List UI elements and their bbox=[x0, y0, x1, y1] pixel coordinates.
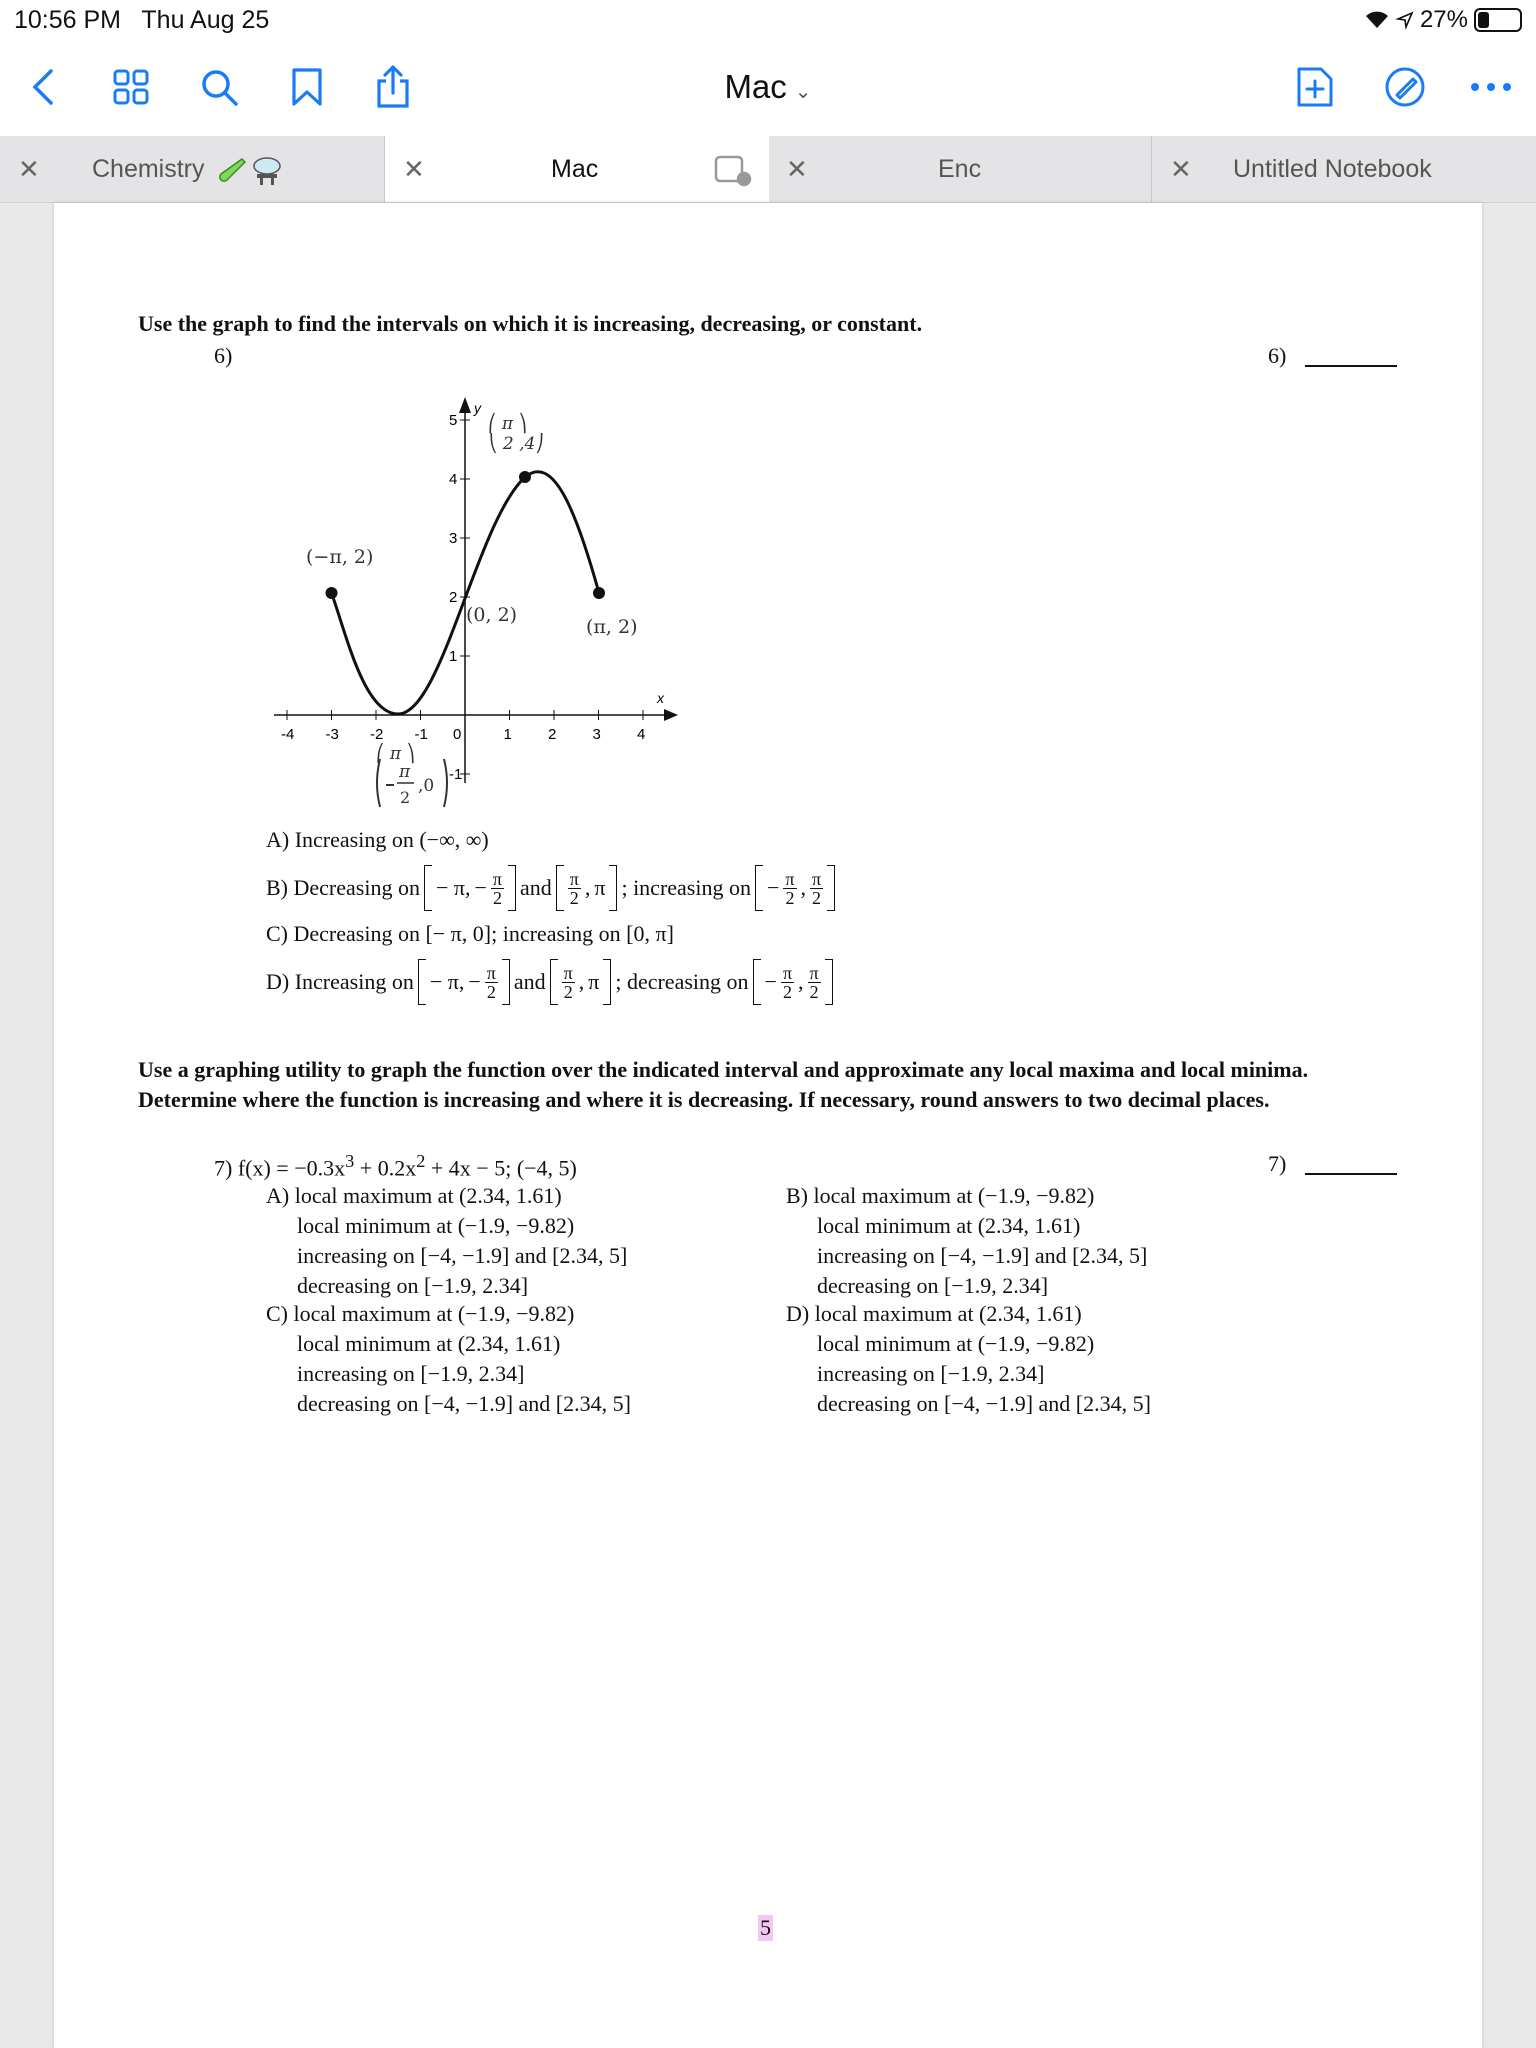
frac-num: π bbox=[812, 868, 822, 889]
page-number: 5 bbox=[760, 1915, 771, 1940]
neg-pi: − π, bbox=[435, 875, 471, 900]
q6-option-b[interactable] bbox=[266, 865, 835, 911]
q6-b-increasing: ; increasing on bbox=[621, 875, 751, 900]
q7-option-b[interactable] bbox=[786, 1181, 1147, 1301]
tab-label: Mac bbox=[551, 154, 599, 183]
bracket bbox=[755, 865, 763, 911]
x-tick-label: 3 bbox=[592, 726, 601, 743]
bracket bbox=[753, 959, 761, 1005]
x-tick-label: -1 bbox=[414, 726, 428, 743]
bracket bbox=[609, 865, 617, 911]
answer-line-6[interactable] bbox=[1305, 365, 1397, 367]
tab-untitled-notebook[interactable] bbox=[1152, 136, 1536, 202]
comma: , bbox=[798, 969, 804, 994]
q7-d-line: local minimum at (−1.9, −9.82) bbox=[817, 1331, 1095, 1356]
pen-circle-icon bbox=[1383, 65, 1427, 109]
split-view-icon[interactable] bbox=[713, 154, 753, 186]
q7-a-line: increasing on [−4, −1.9] and [2.34, 5] bbox=[297, 1243, 628, 1268]
label-min-point-lower bbox=[372, 755, 482, 811]
x-axis-arrow bbox=[664, 709, 678, 721]
frac-num: π bbox=[809, 962, 819, 983]
tab-label: Untitled Notebook bbox=[1233, 154, 1432, 183]
date-text: Thu Aug 25 bbox=[141, 6, 270, 34]
tab-bar bbox=[0, 136, 1536, 203]
instruction-2: Use a graphing utility to graph the function over the indicated interval and approximate any local maxima and local minima. Determine where the function is increasing and where it is decreasing. If necessary, round answers to two decimal places. bbox=[138, 1057, 1309, 1112]
q7-a-line: A) local maximum at (2.34, 1.61) bbox=[266, 1183, 562, 1208]
battery-percent: 27% bbox=[1419, 6, 1468, 33]
tab-label: Enc bbox=[938, 154, 982, 183]
frac-num: π bbox=[782, 962, 793, 983]
time-text: 10:56 PM bbox=[14, 6, 122, 34]
q7-a-line: local minimum at (−1.9, −9.82) bbox=[297, 1213, 575, 1238]
frac-den: 2 bbox=[785, 887, 795, 908]
x-tick-label: 4 bbox=[637, 726, 646, 743]
answer-line-7[interactable] bbox=[1305, 1173, 1397, 1175]
minus: − bbox=[764, 969, 777, 994]
fx-exp-3: 3 bbox=[345, 1151, 355, 1171]
function-graph bbox=[244, 383, 764, 783]
y-axis-label: y bbox=[474, 400, 481, 416]
battery-fill bbox=[1478, 12, 1489, 28]
q7-option-d[interactable] bbox=[786, 1299, 1151, 1419]
pi-over-2 bbox=[562, 964, 575, 1001]
x-tick-label: 0 bbox=[453, 726, 462, 743]
frac-num: π bbox=[563, 962, 573, 983]
neg-pi: − π, bbox=[429, 969, 465, 994]
bracket bbox=[827, 865, 835, 911]
bracket bbox=[508, 865, 516, 911]
endpoint-left bbox=[326, 587, 338, 599]
fx-part-3: + 4x − 5; (−4, 5) bbox=[425, 1155, 577, 1181]
tab-enc[interactable] bbox=[770, 136, 1151, 202]
q7-d-line: D) local maximum at (2.34, 1.61) bbox=[786, 1301, 1082, 1326]
frac-num: π bbox=[492, 868, 502, 889]
q6-d-and: and bbox=[513, 969, 546, 994]
frac-den: 2 bbox=[569, 887, 579, 908]
frac-num: π bbox=[785, 868, 795, 889]
frac-den: 2 bbox=[486, 981, 496, 1002]
q7-a-line: decreasing on [−1.9, 2.34] bbox=[297, 1273, 529, 1298]
close-tab-icon[interactable]: ✕ bbox=[403, 153, 425, 184]
pi-over-2 bbox=[781, 964, 794, 1001]
bracket bbox=[502, 959, 510, 1005]
tab-chemistry[interactable] bbox=[0, 136, 384, 202]
app-toolbar bbox=[0, 40, 1536, 136]
q7-d-line: increasing on [−1.9, 2.34] bbox=[817, 1361, 1045, 1386]
pi: π bbox=[594, 875, 606, 900]
q7-option-c[interactable] bbox=[266, 1299, 631, 1419]
comma: , bbox=[578, 969, 585, 994]
q7-b-line: local minimum at (2.34, 1.61) bbox=[817, 1213, 1081, 1238]
label-origin-point: (0, 2) bbox=[466, 604, 518, 626]
svg-text:,0: ,0 bbox=[418, 776, 435, 796]
minus: − bbox=[474, 875, 487, 900]
q6-b-prefix: B) Decreasing on bbox=[266, 875, 420, 900]
label-top-point: ⎛ π ⎞ bbox=[488, 414, 527, 434]
bracket bbox=[556, 865, 564, 911]
frac-den: 2 bbox=[809, 981, 819, 1002]
y-tick-label: 3 bbox=[449, 530, 458, 547]
x-axis-label: x bbox=[657, 690, 664, 706]
y-tick-label: 5 bbox=[449, 412, 458, 429]
frac-den: 2 bbox=[782, 981, 792, 1002]
pi-over-2 bbox=[810, 870, 823, 907]
frac-den: 2 bbox=[812, 887, 822, 908]
close-tab-icon[interactable]: ✕ bbox=[786, 153, 808, 184]
y-tick-label: 2 bbox=[449, 589, 458, 606]
bracket bbox=[418, 959, 426, 1005]
more-icon bbox=[1469, 81, 1513, 93]
svg-text:π: π bbox=[399, 762, 411, 782]
q6-option-c[interactable]: C) Decreasing on [− π, 0]; increasing on [0, π] bbox=[266, 921, 674, 946]
pi: π bbox=[588, 969, 600, 994]
pi-over-2 bbox=[491, 870, 504, 907]
endpoint-right bbox=[593, 587, 605, 599]
y-tick-label: 4 bbox=[449, 471, 458, 488]
wifi-icon bbox=[1364, 10, 1390, 30]
bracket bbox=[825, 959, 833, 1005]
q7-c-line: C) local maximum at (−1.9, −9.82) bbox=[266, 1301, 575, 1326]
q7-c-line: local minimum at (2.34, 1.61) bbox=[297, 1331, 561, 1356]
y-axis-arrow bbox=[459, 397, 471, 413]
fx-part-2: + 0.2x bbox=[354, 1155, 417, 1181]
bracket bbox=[424, 865, 432, 911]
q7-c-line: decreasing on [−4, −1.9] and [2.34, 5] bbox=[297, 1391, 631, 1416]
add-page-icon bbox=[1295, 65, 1335, 109]
comma: , bbox=[800, 875, 806, 900]
q6-d-prefix: D) Increasing on bbox=[266, 969, 414, 994]
frac-num: π bbox=[569, 868, 579, 889]
local-max-point bbox=[519, 471, 531, 483]
x-tick-label: 1 bbox=[503, 726, 512, 743]
comma: , bbox=[584, 875, 591, 900]
battery-icon bbox=[1474, 8, 1522, 32]
x-tick-label: -2 bbox=[370, 726, 384, 743]
tab-mac[interactable] bbox=[385, 136, 769, 202]
question-7-function bbox=[214, 1151, 577, 1181]
q6-option-a[interactable]: A) Increasing on (−∞, ∞) bbox=[266, 827, 489, 852]
q7-number: 7) bbox=[214, 1155, 233, 1181]
q7-c-line: increasing on [−1.9, 2.34] bbox=[297, 1361, 525, 1386]
status-bar bbox=[0, 0, 1536, 40]
x-tick-label: 2 bbox=[548, 726, 557, 743]
q7-b-line: B) local maximum at (−1.9, −9.82) bbox=[786, 1183, 1095, 1208]
pi-over-2 bbox=[783, 870, 796, 907]
q7-d-line: decreasing on [−4, −1.9] and [2.34, 5] bbox=[817, 1391, 1151, 1416]
q7-b-line: decreasing on [−1.9, 2.34] bbox=[817, 1273, 1049, 1298]
svg-text:2: 2 bbox=[400, 788, 411, 807]
question-7-number-right: 7) bbox=[1268, 1151, 1287, 1176]
test-tube-icon bbox=[218, 156, 248, 186]
pi-over-2 bbox=[568, 870, 581, 907]
pen-tool-button[interactable] bbox=[1380, 62, 1430, 112]
close-tab-icon[interactable]: ✕ bbox=[18, 153, 40, 184]
status-time bbox=[14, 6, 269, 35]
bracket bbox=[603, 959, 611, 1005]
status-right bbox=[1364, 6, 1522, 34]
location-icon bbox=[1396, 11, 1414, 29]
minus: − bbox=[468, 969, 481, 994]
question-6-number: 6) bbox=[214, 343, 233, 368]
close-tab-icon[interactable]: ✕ bbox=[1170, 153, 1192, 184]
y-tick-label: -1 bbox=[449, 766, 463, 783]
y-tick-label: 1 bbox=[449, 648, 458, 665]
question-6-number-right: 6) bbox=[1268, 343, 1287, 368]
pi-over-2 bbox=[485, 964, 498, 1001]
more-button[interactable] bbox=[1466, 62, 1516, 112]
fx-part-1: f(x) = −0.3x bbox=[237, 1155, 346, 1181]
frac-num: π bbox=[486, 962, 496, 983]
q6-d-decreasing: ; decreasing on bbox=[615, 969, 749, 994]
x-tick-label: -3 bbox=[325, 726, 339, 743]
chevron-down-icon: ⌄ bbox=[794, 81, 812, 103]
document-title-text: Mac bbox=[724, 68, 787, 105]
document-page[interactable] bbox=[54, 203, 1482, 2048]
fx-exp-2: 2 bbox=[416, 1151, 426, 1171]
label-min-point: ⎛ π ⎞ bbox=[376, 744, 415, 764]
label-left-point: (−π, 2) bbox=[306, 546, 374, 568]
frac-den: 2 bbox=[563, 981, 573, 1002]
q6-option-d[interactable] bbox=[266, 959, 833, 1005]
microscope-icon bbox=[250, 156, 284, 186]
q6-b-and: and bbox=[519, 875, 552, 900]
bracket bbox=[550, 959, 558, 1005]
instruction-1: Use the graph to find the intervals on which it is increasing, decreasing, or constant. bbox=[138, 311, 923, 336]
tab-label: Chemistry bbox=[92, 154, 205, 183]
label-right-point: (π, 2) bbox=[586, 616, 638, 638]
x-tick-label: -4 bbox=[281, 726, 295, 743]
pi-over-2 bbox=[808, 964, 821, 1001]
label-top-point-lower: ⎝ 2 ,4⎠ bbox=[489, 434, 544, 454]
frac-den: 2 bbox=[492, 887, 502, 908]
add-page-button[interactable] bbox=[1290, 62, 1340, 112]
q7-option-a[interactable] bbox=[266, 1181, 627, 1301]
q7-b-line: increasing on [−4, −1.9] and [2.34, 5] bbox=[817, 1243, 1148, 1268]
minus: − bbox=[766, 875, 780, 900]
